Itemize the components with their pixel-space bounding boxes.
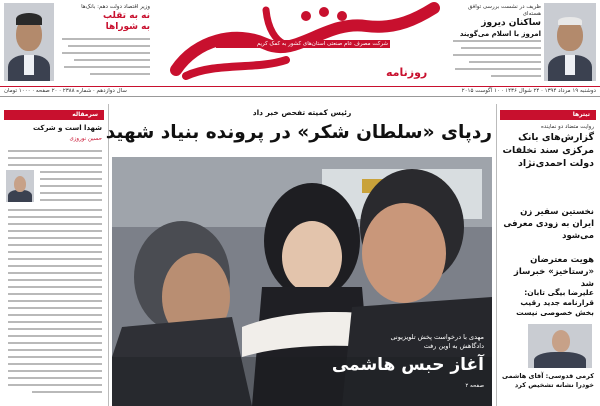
- photo-page-ref: صفحه ۲: [465, 383, 484, 389]
- top-left-story[interactable]: [58, 4, 150, 82]
- photo-headline: آغاز حبس هاشمی: [331, 355, 484, 375]
- story-headline: ساکنان دیروز: [481, 18, 541, 28]
- masthead-rule: [0, 86, 600, 87]
- item-title: علیرضا بیگی تابان: قرارنامه جدید رقیب بخش خصوصی نیست: [516, 288, 594, 317]
- section-label: سرمقاله: [72, 111, 98, 118]
- right-item-1[interactable]: [502, 124, 594, 170]
- photo-kicker: [314, 333, 484, 351]
- masthead-prefix: روزنامه: [386, 66, 428, 79]
- column-title: شهدا است و شرکت: [32, 124, 102, 132]
- date-line: دوشنبه ۱۹ مرداد ۱۳۹۴ · ۲۴ شوال ۱۴۳۶ · ۱۰ آگوست ۲۰۱۵: [461, 88, 596, 94]
- lead-photo[interactable]: [112, 157, 492, 406]
- right-item-3[interactable]: [502, 254, 594, 290]
- photo-kicker-line-2: دادگاهش به اوین رفت: [423, 342, 484, 350]
- right-item-2[interactable]: [502, 206, 594, 242]
- story-headline: نه به تقلب: [103, 11, 150, 21]
- item-kicker: روایت متضاد دو نماینده: [541, 124, 594, 130]
- photo-kicker-line-1: مهدی با درخواست پخش تلویزیونی: [390, 333, 484, 341]
- masthead-rule-2: [0, 96, 600, 97]
- lead-kicker: رئیس کمیته تفحص خبر داد: [252, 108, 352, 117]
- item-title: نخستین سفیر زن ایران به زودی معرفی می‌شود: [503, 207, 594, 241]
- story-headline-2: به شوراها: [105, 22, 150, 32]
- story-kicker: ظریف در نشست بررسی توافق هسته‌ای: [467, 4, 541, 17]
- issue-line: سال دوازدهم · شماره ۲۳۸۸ · ۲۰ صفحه · ۱۰۰۰ تومان: [4, 88, 127, 94]
- item-title: هویت معترضان «رستاخیز» خبرساز شد: [513, 255, 594, 289]
- top-left-portrait: [4, 3, 54, 81]
- bottom-caption: کرمی قدوسی: آقای هاشمی خودرا نشانه تشخیص کرد: [502, 372, 594, 389]
- top-right-portrait: [544, 3, 596, 81]
- columnist-photo: [6, 170, 34, 202]
- right-column[interactable]: [500, 110, 596, 406]
- item-title: گزارش‌های بانک مرکزی سند تخلفات دولت احمدی‌نژاد: [502, 132, 594, 169]
- lead-headline[interactable]: ردپای «سلطان شکر» در پرونده بنیاد شهید: [105, 122, 492, 143]
- column-divider: [496, 104, 497, 406]
- left-column[interactable]: [4, 110, 104, 406]
- story-headline-2: امروز با اسلام می‌گویند: [459, 30, 541, 38]
- top-right-story[interactable]: [449, 4, 541, 82]
- right-item-4[interactable]: [502, 288, 594, 318]
- section-label: تیترها: [572, 111, 590, 118]
- column-byline: حسین نوروزی: [69, 136, 102, 142]
- column-divider: [108, 104, 109, 406]
- bottom-portrait: [528, 324, 592, 368]
- masthead: [156, 0, 444, 86]
- masthead-slogan: شرکت مصرف عام صنعتی استان‌های کشور به کمک کریم: [216, 40, 390, 48]
- story-kicker: وزیر اقتصاد دولت دهم: بانک‌ها: [81, 4, 150, 10]
